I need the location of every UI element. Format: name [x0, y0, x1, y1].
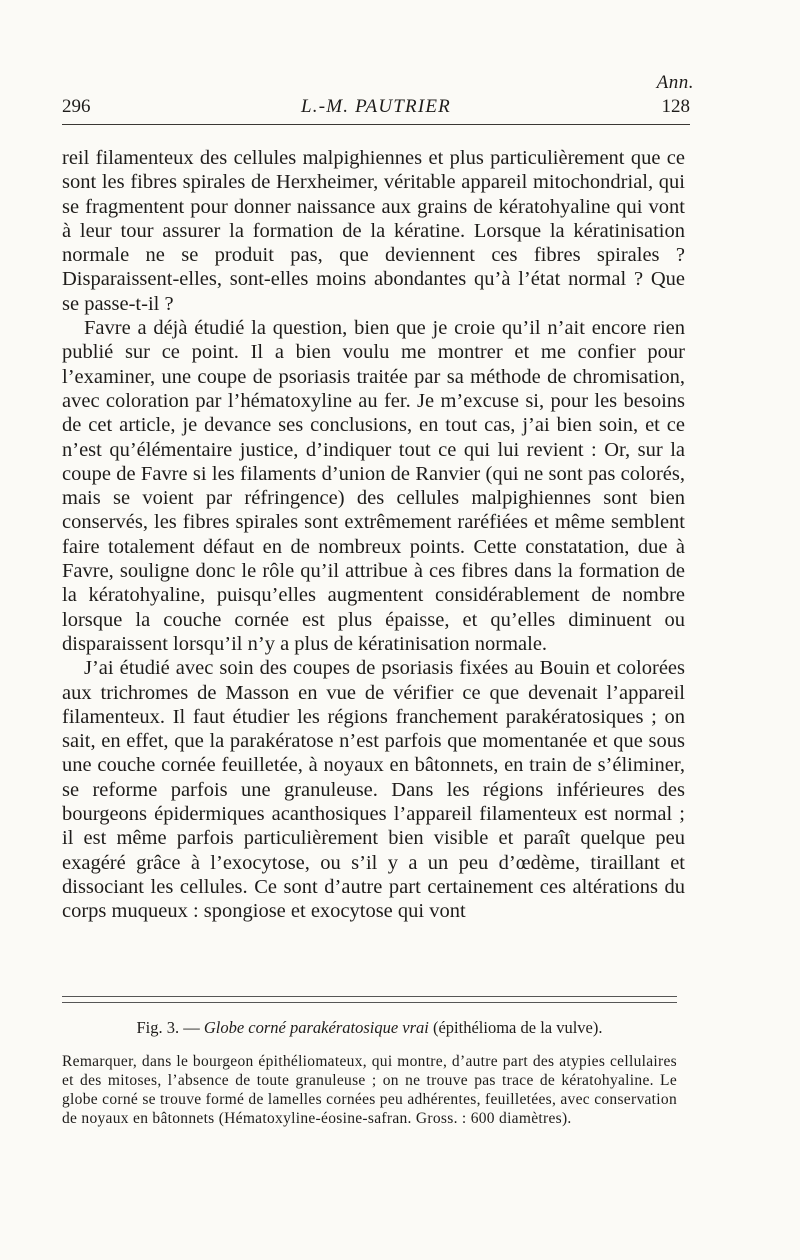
body-text [62, 146, 685, 924]
paragraph-1: reil filamenteux des cellules malpighiennes et plus particulièrement que ce sont les fibres spirales de Herxheimer, véritable appareil mitochondrial, qui se fragmentent pour donner naissance aux grains de kératohyaline qui vont à leur tour assurer la formation de la kératine. Lorsque la kératinisation normale ne se produit pas, que deviennent ces fibres spirales ? Disparaissent-elles, sont-elles moins abondantes qu’à l’état normal ? Que se passe-t-il ? [62, 147, 685, 315]
header-rule [62, 124, 690, 125]
paragraph-3: J’ai étudié avec soin des coupes de psoriasis fixées au Bouin et colorées aux trichromes de Masson en vue de vérifier ce que devenait l’appareil filamenteux. Il faut étudier les régions franchement parakératosiques ; on sait, en effet, que la parakératose n’est parfois que momentanée et que sous une couche cornée feuilletée, à noyaux en bâtonnets, en train de s’éliminer, se reforme parfois une granuleuse. Dans les régions inférieures des bourgeons épidermiques acanthosiques l’appareil filamenteux est normal ; il est même parfois particulièrement bien visible et paraît quelque peu exagéré grâce à l’exocytose, ou s’il y a un peu d’œdème, tiraillant et dissociant les cellules. Ce sont d’autre part certainement ces altérations du corps muqueux : spongiose et exocytose qui vont [62, 657, 685, 923]
figure-title: Globe corné parakératosique vrai [203, 1018, 429, 1037]
paragraph-2: Favre a déjà étudié la question, bien que je croie qu’il n’ait encore rien publié sur ce point. Il a bien voulu me montrer et me confier pour l’examiner, une coupe de psoriasis traitée par sa méthode de chromisation, avec coloration par l’hématoxyline au fer. Je m’excuse si, pour les besoins de cet article, je devance ses conclusions, en tout cas, j’ai bien soin, et ce n’est qu’élémentaire justice, d’indiquer tout ce qui lui revient : Or, sur la coupe de Favre si les filaments d’union de Ranvier (qui ne sont pas colorés, mais se voient par réfringence) des cellules malpighiennes sont bien conservés, les fibres spirales sont extrêmement raréfiées et même semblent faire totalement défaut en de nombreux points. Cette constatation, due à Favre, souligne donc le rôle qu’il attribue à ces fibres dans la formation de la kératohyaline, puisqu’elles augmentent considérablement de nombre lorsque la couche cornée est plus épaisse, et qu’elles diminuent ou disparaissent lorsqu’il n’y a plus de kératinisation normale. [62, 317, 685, 655]
figure-label: Fig. 3. — [136, 1018, 200, 1037]
figure-separator [62, 996, 677, 1003]
running-header [62, 96, 690, 118]
volume-number: 128 [661, 96, 690, 117]
running-title: L.-M. PAUTRIER [301, 96, 451, 117]
page-number: 296 [62, 96, 91, 117]
figure-description: Remarquer, dans le bourgeon épithéliomateux, qui montre, d’autre part des atypies cellulaires et des mitoses, l’absence de toute granuleuse ; on ne trouve pas trace de kératohyaline. Le globe corné se trouve formé de lamelles cornées peu adhérentes, feuilletées, avec conservation de noyaux en bâtonnets (Hématoxyline-éosine-safran. Gross. : 600 diamètres). [62, 1053, 677, 1127]
figure-subtitle: (épithélioma de la vulve). [432, 1018, 603, 1037]
annales-abbreviation: Ann. [656, 72, 694, 93]
figure-caption [62, 1018, 677, 1038]
